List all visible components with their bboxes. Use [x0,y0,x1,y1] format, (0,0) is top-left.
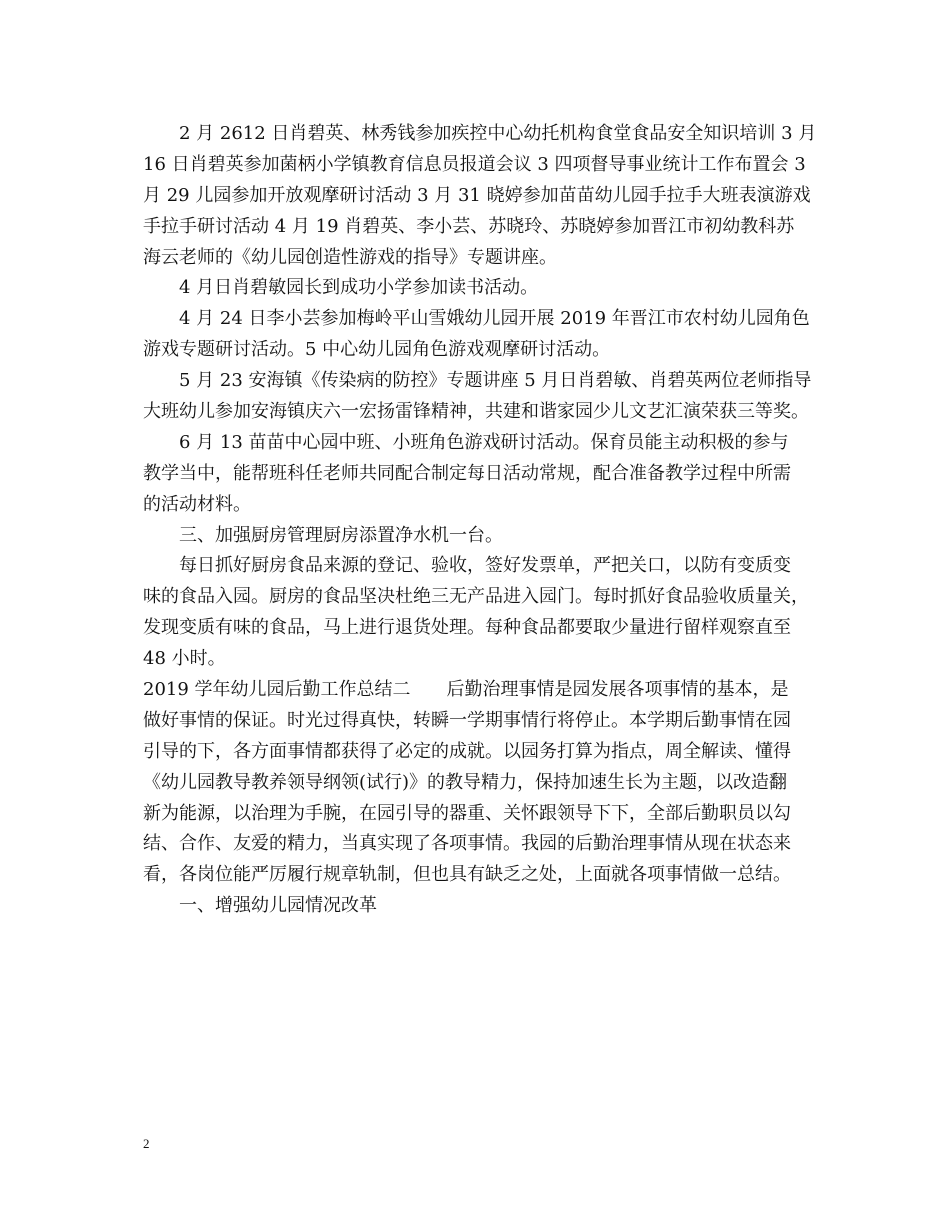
page-number: 2 [143,1136,150,1151]
text-line: 游戏专题研讨活动。5 中心幼儿园角色游戏观摩研讨活动。 [143,339,611,361]
text-line: 4 月 24 日李小芸参加梅岭平山雪娥幼儿园开展 2019 年晋江市农村幼儿园角色 [143,308,810,330]
section-heading: 三、加强厨房管理厨房添置净水机一台。 [143,524,503,546]
text-line: 结、合作、友爱的精力，当真实现了各项事情。我园的后勤治理事情从现在状态来 [143,833,791,855]
text-line: 新为能源，以治理为手腕，在园引导的器重、关怀跟领导下下，全部后勤职员以勾 [143,802,791,824]
body-text [143,119,833,922]
text-line: 味的食品入园。厨房的食品坚决杜绝三无产品进入园门。每时抓好食品验收质量关， [143,586,809,608]
text-line: 的活动材料。 [143,493,251,515]
text-line: 5 月 23 安海镇《传染病的防控》专题讲座 5 月日肖碧敏、肖碧英两位老师指导 [143,370,812,392]
text-line: 大班幼儿参加安海镇庆六一宏扬雷锋精神，共建和谐家园少儿文艺汇演荣获三等奖。 [143,401,809,423]
text-line: 16 日肖碧英参加菌柄小学镇教育信息员报道会议 3 四项督导事业统计工作布置会 3 [143,153,806,175]
text-line: 发现变质有味的食品，马上进行退货处理。每种食品都要取少量进行留样观察直至 [143,617,791,639]
text-line: 做好事情的保证。时光过得真快，转瞬一学期事情行将停止。本学期后勤事情在园 [143,709,791,731]
text-line: 2 月 2612 日肖碧英、林秀钱参加疾控中心幼托机构食堂食品安全知识培训 3 月 [143,123,817,144]
text-line: 手拉手研讨活动 4 月 19 肖碧英、李小芸、苏晓玲、苏晓婷参加晋江市初幼教科苏 [143,215,795,237]
text-line: 月 29 儿园参加开放观摩研讨活动 3 月 31 晓婷参加苗苗幼儿园手拉手大班表演游戏 [143,184,811,206]
text-line: 《幼儿园教导教养领导纲领(试行)》的教导精力，保持加速生长为主题，以改造翻 [143,771,788,793]
text-line: 48 小时。 [143,648,226,670]
text-line: 4 月日肖碧敏园长到成功小学参加读书活动。 [143,277,539,299]
text-line: 看，各岗位能严厉履行规章轨制，但也具有缺乏之处，上面就各项事情做一总结。 [143,864,791,886]
text-line: 引导的下，各方面事情都获得了必定的成就。以园务打算为指点，周全解读、懂得 [143,740,791,762]
section-heading: 一、增强幼儿园情况改革 [143,895,377,917]
text-line: 2019 学年幼儿园后勤工作总结二 后勤治理事情是园发展各项事情的基本，是 [143,679,789,701]
text-line: 6 月 13 苗苗中心园中班、小班角色游戏研讨活动。保育员能主动积极的参与 [143,431,789,453]
text-line: 海云老师的《幼儿园创造性游戏的指导》专题讲座。 [143,246,557,268]
text-line: 每日抓好厨房食品来源的登记、验收，签好发票单，严把关口，以防有变质变 [143,555,791,577]
text-line: 教学当中，能帮班科任老师共同配合制定每日活动常规，配合准备教学过程中所需 [143,462,791,484]
